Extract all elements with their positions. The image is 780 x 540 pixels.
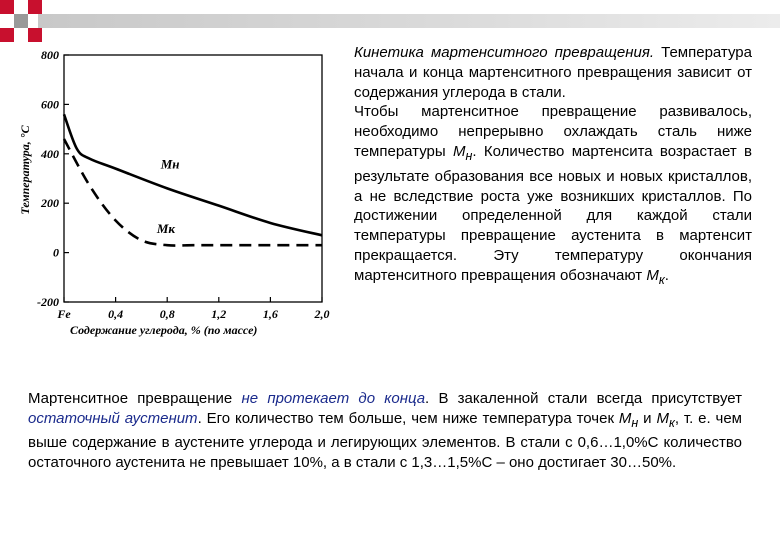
x-tick-label: Fe: [57, 307, 71, 321]
symbol-mk: $М_к$: [656, 410, 675, 430]
section-title: Кинетика мартенситного превращения.: [354, 44, 655, 61]
paragraph-text: . Количество мартенсита возрастает в результате образования все новых и новых кристаллов, а не вследствие роста уже возникших кристаллов. По достижении определенной для каждой стали температуры превращение аустенита в мартенсит прекращается. Эту температуру окончания мартенситного превращения обозначают: [354, 142, 752, 284]
y-axis-label: Температура, °С: [18, 125, 32, 215]
chart-series: [64, 114, 322, 245]
deco-square: [14, 14, 28, 28]
series-line: [64, 114, 322, 235]
x-tick-label: 1,6: [262, 307, 278, 321]
series-label: Мн: [160, 156, 180, 172]
chart-svg: [0, 40, 340, 340]
y-tick-label: 0: [53, 245, 59, 260]
paragraph-text: Чтобы мартенситное превращение развивалось, необходимо непрерывно охлаждать сталь ниже температуры: [354, 103, 752, 160]
series-labels: [156, 157, 180, 236]
y-tick-label: 800: [41, 48, 59, 62]
y-tick-label: 400: [41, 146, 59, 161]
y-tick-label: -200: [37, 295, 59, 309]
deco-square: [0, 0, 14, 14]
paragraph-text: Температура начала и конца мартенситного превращения зависит от содержания углерода в стали.: [354, 44, 752, 101]
x-tick-label: 0,8: [159, 307, 175, 321]
bottom-paragraph: Мартенситное превращение не протекает до конца. В закаленной стали всегда присутствует остаточный аустенит. Его количество тем больше, чем ниже температура точек $М_н$ и $М_к$, т. е. чем выше содержание в аустените углерода и легирующих элементов. В стали с 0,6…1,0%С количество остаточного аустенита не превышает 10%, а в стали с 1,3…1,5%С – оно достигает 30…50%.: [28, 390, 742, 471]
plot-frame: [64, 55, 322, 302]
x-tick-label: 1,2: [211, 307, 227, 321]
x-tick-label: 0,4: [108, 307, 124, 321]
symbol-mn: $М_н$: [452, 142, 473, 163]
chart-axes: [64, 55, 322, 302]
highlight-incomplete: не протекает до конца: [241, 390, 426, 407]
right-paragraph: Кинетика мартенситного превращения. Температура начала и конца мартенситного превращения зависит от содержания углерода в стали. Чтобы мартенситное превращение развивалось, необходимо непрерывно охлаждать сталь ниже температуры $М_н$. Количество мартенсита возрастает в результате образования все новых и новых кристаллов, а не вследствие роста уже возникших кристаллов. По достижении определенной для каждой стали температуры превращение аустенита в мартенсит прекращается. Эту температуру окончания мартенситного превращения обозначают $М_к$.: [354, 44, 752, 287]
series-label: Мк: [156, 220, 176, 236]
deco-square: [28, 0, 42, 14]
x-tick-label: 2,0: [314, 307, 330, 321]
y-tick-label: 200: [41, 196, 59, 211]
symbol-mn: $М_н$: [618, 410, 639, 430]
y-tick-label: 600: [41, 97, 59, 112]
highlight-retained-austenite: остаточный аустенит: [28, 410, 198, 427]
x-axis-label: Содержание углерода, % (по массе): [70, 323, 258, 337]
header-bar: [38, 14, 780, 28]
symbol-mk: $М_к$: [646, 266, 665, 287]
martensite-chart: [0, 40, 340, 340]
x-ticks: [56, 297, 329, 321]
series-line: [64, 139, 322, 246]
